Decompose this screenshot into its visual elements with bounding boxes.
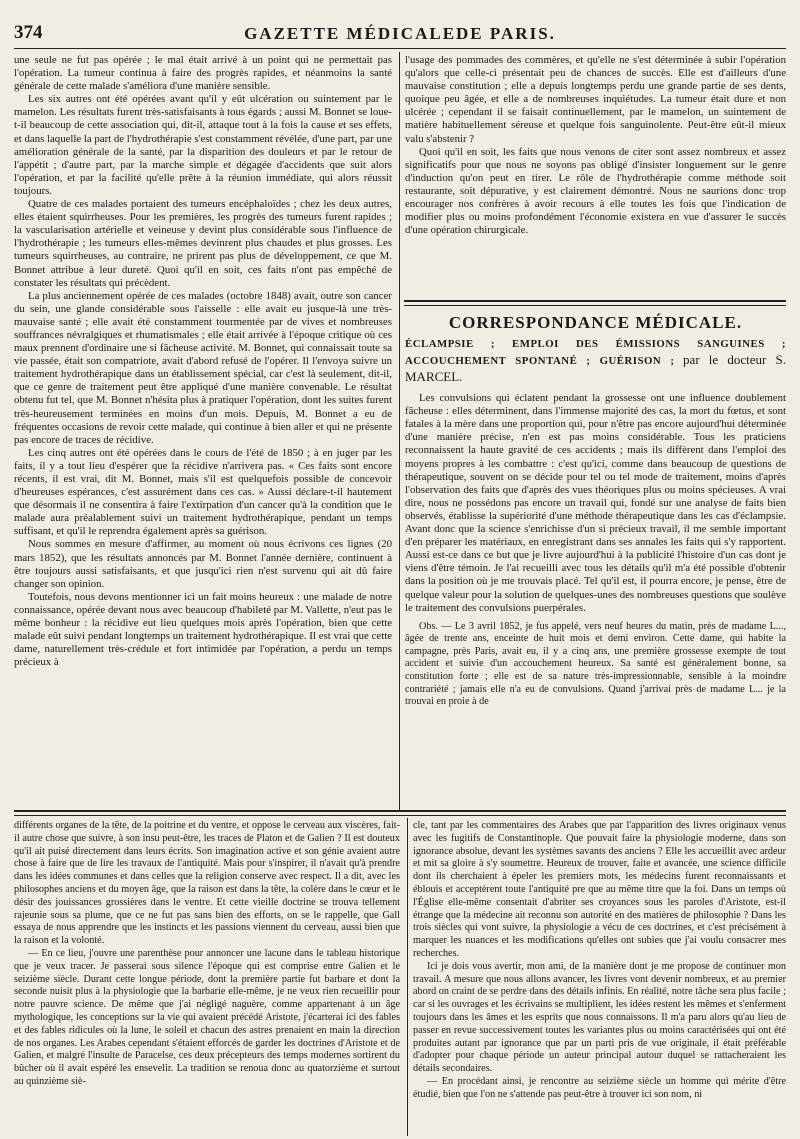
paragraph: Quoi qu'il en soit, les faits que nous venons de citer sont assez nombreux et assez significatifs pour que nous ne soyons pas obligé d'insister longuement sur le genre d'induction qu'on peut en tirer. Le rôle de l'hydrothérapie comme méthode soit restaurante, soit dépurative, y est clairement démontré. Nous ne saurions donc trop encourager nos confrères à avoir recours à elle toutes les fois que l'indication de modifier plus ou moins profondément l'économie existera en vue d'assurer le succès d'une opération chirurgicale.	[405, 145, 786, 237]
paragraph: Les convulsions qui éclatent pendant la grossesse ont une influence doublement fâcheuse : elles déterminent, dans l'immense majorité des cas, la mort du fœtus, et sont fatales à la mère dans une proportion qui, pour n'être pas encore aujourd'hui déterminée d'une manière précise, n'en est pas moins considérable. Tous les praticiens reconnaissent la haute gravité de ces accidents ; mais ils diffèrent dans l'emploi des moyens propres à les combattre : c'est qu'ici, comme dans beaucoup de questions de thérapeutique, souvent on se décide pour tel ou tel mode de traitement, moins d'après l'observation des faits que d'après des vues théoriques plus ou moins spécieuses. A vrai dire, nous ne possédons pas encore un travail qui, fondé sur une analyse de faits bien observés, établisse la supériorité d'une méthode thérapeutique dans les cas d'éclampsie. Avant donc que la science s'enrichisse d'un si précieux travail, il me semble important d'en préparer les matériaux, en enregistrant dans ses annales les faits qui s'y rapportent. Aussi est-ce dans ce but que je livre aujourd'hui à la publicité l'histoire d'un cas dont je viens d'être témoin. Je l'ai recueilli avec tous les détails qu'il m'a été possible d'obtenir dans la position où je me trouvais placé. Tel qu'il est, il pourra encore, je pense, être de quelque valeur pour la solution de quelques-unes des nombreuses questions que soulève le traitement des convulsions puerpérales.	[405, 392, 786, 614]
paragraph: cle, tant par les commentaires des Arabes que par l'apparition des livres originaux venus avec les fugitifs de Constantinople. Que pouvait faire la physiologie moderne, dans son ignorance absolue, devant les systèmes savants des anciens ? Elle les accueillit avec ardeur et mit sa gloire à s'y soumettre. Heureux de trouver, faite et avancée, une science difficile dont ils cherchaient à épeler les premiers mots, les médecins furent reconnaissants et éblouis et acceptèrent toute l'antiquité pre que au même titre que la foi. Dans un temps où l'Église elle-même consentait d'abriter ses croyances sous les paroles d'Aristote, est-il étrange que la médecine ait reconnu son autorité en des matières de philosophie ? Dans les trois siècles qui vont suivre, la physiologie a vécu de ces doctrines, et c'est précisément à marquer les nuances et les modifications qu'elles ont subies que j'ai voulu consacrer mes recherches.	[413, 820, 786, 959]
paragraph: Ici je dois vous avertir, mon ami, de la manière dont je me propose de continuer mon travail. A mesure que nous allons avancer, les livres vont devenir nombreux, et au premier abord on craint de se perdre dans des détails infinis. En réalité, notre tâche sera plus facile ; car si les ouvrages et les écrivains se multiplient, les idées restent les mêmes et s'enferment toujours dans les âmes et les esprits que nous connaissons. Il m'a paru alors qu'au lieu de passer en revue successivement toutes les variantes plus ou moins caractérisées qui ont été produites autant par ignorance que par un parti pris de vue originale, il était préférable d'adopter pour chaque période un auteur principal autour duquel se rattacheraient les détails secondaires.	[413, 960, 786, 1075]
column-divider-top	[399, 52, 400, 810]
left-column	[14, 54, 392, 808]
journal-title: GAZETTE MÉDICALEDE PARIS.	[244, 24, 556, 43]
column-divider-bottom	[407, 818, 408, 1136]
paragraph: Toutefois, nous devons mentionner ici un fait moins heureux : une malade de notre connaissance, opérée devant nous avec beaucoup d'habileté par M. Vallette, n'eut pas le même bonheur : la récidive eut lieu quelques mois après l'opération, bien que cette malade eût suivi pendant longtemps un traitement hydrothérapique. Il est vrai que cette dame, naturellement très-crédule et fort intimidée par l'opération, a perdu un temps précieux à	[14, 590, 392, 669]
right-column-top	[405, 54, 786, 296]
page-number: 374	[14, 22, 43, 43]
paragraph: La plus anciennement opérée de ces malades (octobre 1848) avait, outre son cancer du sein, une glande considérable sous l'aisselle : elle avait eu jusque-là une très-mauvaise santé ; elle avait été constamment tourmentée par de vives et nombreuses souffrances névralgiques et rhumatismales ; elle était arrivée à l'époque critique où ces maux prennent d'ordinaire une si fâcheuse activité. M. Bonnet, qui connaissait toute sa vie passée, était son compatriote, avait d'abord refusé de l'opérer. Il l'envoya suivre un traitement hydrothérapique dans un établissement spécial, car c'est là seulement, dit-il, que ce genre de traitement peut être appliqué d'une manière convenable. Le résultat obtenu fut tel, que M. Bonnet n'hésita plus à pratiquer l'opération, dont les suites furent très-heureusement terminées en moins d'un mois. Depuis, M. Bonnet a eu de fréquentes occasions de revoir cette malade, qui continue à bien aller et qui ne présente pas encore de traces de récidive.	[14, 289, 392, 446]
bottom-right-column	[413, 820, 786, 1136]
paragraph: Quatre de ces malades portaient des tumeurs encéphaloïdes ; chez les deux autres, elles étaient squirrheuses. Pour les premières, les progrès des tumeurs furent rapides ; la vascularisation artérielle et veineuse y devint plus considérable sous l'influence de l'hydrothérapie ; les tumeurs elles-mêmes devinrent plus chaudes et plus grosses. Les tumeurs squirrheuses, au contraire, ne prirent pas plus de développement, ce que M. Bonnet attribue à leur dureté. Quoi qu'il en soit, ces faits n'ont pas empêché de constater les résultats qui précèdent.	[14, 198, 392, 289]
section-divider	[14, 810, 786, 812]
correspondance-title: CORRESPONDANCE MÉDICALE.	[448, 313, 743, 332]
article-subtitle	[405, 337, 786, 386]
page-header	[14, 22, 786, 49]
article-topic: ÉCLAMPSIE ; EMPLOI DES ÉMISSIONS SANGUINES ; ACCOUCHEMENT SPONTANÉ ; GUÉRISON ;	[405, 338, 786, 368]
paragraph: — En procédant ainsi, je rencontre au seizième siècle un homme qui mérite d'être étudié, bien que l'on ne s'attende pas peut-être à trouver ici son nom, ni	[413, 1075, 786, 1100]
correspondance-top-rule	[404, 300, 786, 302]
correspondance-top-rule-2	[404, 305, 786, 306]
bottom-left-column	[14, 820, 400, 1136]
paragraph: Les six autres ont été opérées avant qu'il y eût ulcération ou suintement par le mamelon. Les résultats furent très-satisfaisants à tous égards ; aussi M. Bonnet se loue-t-il beaucoup de cette association qui, dit-il, attaque tout à la fois la cause et ses effets, et dans laquelle la part de l'hydrothérapie s'est constamment révélée, d'une part, par une amélioration générale de la santé, par la disparition des douleurs et par le retour de l'appétit ; d'autre part, par la marche simple et dégagée d'accidents que suit alors l'opération, et par la facilité qu'elle prête à la réunion immédiate, qui alors réussit toujours.	[14, 93, 392, 197]
correspondance-section	[405, 312, 786, 808]
paragraph: différents organes de la tête, de la poitrine et du ventre, et oppose le cerveau aux viscères, fait-il autre chose que suivre, à son insu peut-être, les traces de Platon et de Galien ? Il est douteux qu'il ait puisé directement dans leurs écrits. Son imagination active et son génie avaient autre chose à faire que de lire les travaux de l'antiquité. Mais pour s'inspirer, il n'avait qu'à prendre dans les idées communes et dans celles que la religion conserve avec respect. Il a dit, avec les philosophes anciens et du moyen âge, que la raison est dans la tête, la colère dans le cœur et le désir des jouissances grossières dans le ventre. Et cette vieille doctrine se trouva tellement rajeunie sous sa plume, que ce ne fut pas sans bien des efforts, on se le rappelle, que Gall essaya de nous apprendre que les instincts et les passions viennent du cerveau, aussi bien que la raison et la volonté.	[14, 820, 400, 947]
observation-paragraph: Obs. — Le 3 avril 1852, je fus appelé, vers neuf heures du matin, près de madame L..., âgée de trente ans, enceinte de huit mois et demi environ. Cette dame, qui habite la campagne, près Paris, avait eu, il y a cinq ans, une première grossesse exempte de tout accident et suivie d'un accouchement heureux. Sa santé est généralement bonne, sa constitution forte ; elle est de sa nature très-impressionnable, sensible à la moindre contrariété ; jamais elle n'a eu de convulsions. Quand j'arrivai près de madame L... je la trouvai en proie à de	[405, 620, 786, 708]
paragraph: Les cinq autres ont été opérées dans le cours de l'été de 1850 ; à en juger par les faits, il y a tout lieu d'espérer que la récidive n'arrivera pas. « Ces faits sont encore récents, il est vrai, dit M. Bonnet, mais s'il est quelquefois possible de concevoir d'heureuses espérances, c'est assurément dans ces cas. » Aussi déclare-t-il hautement que désormais il ne consentira à faire l'extirpation d'un cancer qu'à la condition que le malade aura préalablement suivi un traitement hydrothérapique, pendant un temps suffisant, et qu'il le reprendra également après sa guérison.	[14, 446, 392, 538]
paragraph: l'usage des pommades des commères, et qu'elle ne s'est déterminée à subir l'opération qu'alors que celle-ci présentait peu de chances de succès. Elle est d'ailleurs d'une mauvaise constitution ; elle a depuis longtemps perdu une grande partie de ses dents, quoique peu âgée, et elle a de nombreuses inquiétudes. La tumeur était dure et non ulcérée ; cependant il se faisait continuellement, par le mamelon, un suintement de matière habituellement séreuse et quelque fois sanguinolente. Peut-être eût-il mieux valu s'abstenir ?	[405, 54, 786, 145]
paragraph: Nous sommes en mesure d'affirmer, au moment où nous écrivons ces lignes (20 mars 1852), que les résultats annoncés par M. Bonnet l'année dernière, continuent à être toujours aussi satisfaisants, et que jusqu'ici rien n'est survenu qui ait dû faire changer son opinion.	[14, 538, 392, 590]
paragraph: une seule ne fut pas opérée ; le mal était arrivé à un point qui ne permettait pas l'opération. La tumeur continua à faire des progrès rapides, et néanmoins la santé générale de cette malade s'améliora d'une manière sensible.	[14, 54, 392, 93]
section-divider-2	[14, 815, 786, 816]
paragraph: — En ce lieu, j'ouvre une parenthèse pour annoncer une lacune dans le tableau historique que je veux tracer. Je passerai sous silence l'époque qui est comprise entre Galien et le seizième siècle. Durant cette longue période, dont la première partie fut barbare et dont la seconde nuisit plus à la physiologie que la barbarie elle-même, je ne veux rien recueillir pour notre pauvre science. De même que j'ai négligé naguère, comme appartenant à un âge mythologique, les conceptions sur la vie qui avaient précédé Aristote, j'écarterai ici des fables et des fables ridicules où la lune, le soleil et chacun des astres prenaient en main la direction de nos organes. Les Arabes cependant s'étaient efforcés de garder les doctrines d'Aristote et de Galien, et malgré l'insulte de Paracelse, ces deux précepteurs des temps modernes sortirent du bûcher où il avait espéré les ensevelir. La tradition se renoua donc au quatorzième et surtout au quinzième siè-	[14, 947, 400, 1087]
article-author: par le docteur S. MARCEL.	[405, 352, 786, 385]
